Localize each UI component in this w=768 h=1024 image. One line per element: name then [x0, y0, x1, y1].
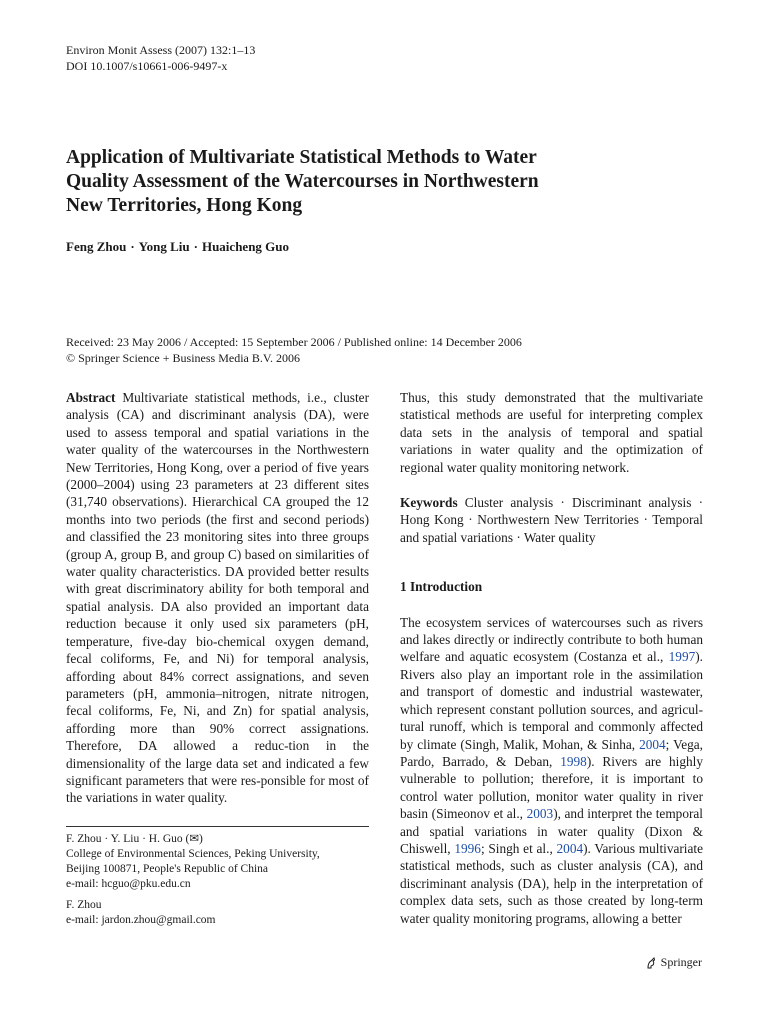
abstract [66, 389, 369, 807]
author-affiliations [66, 832, 369, 928]
intro-text: ). Rivers also play an important role in the assimilation and transport of domestic and industrial wastewater, which represent constant pollution sources, and agricul-tural runoff, which is temporal and commonly affected by climate (Singh, Malik, Mohan, & Sinha, [400, 649, 703, 752]
affiliation-author: F. Zhou [66, 899, 102, 911]
doi: DOI 10.1007/s10661-006-9497-x [66, 59, 228, 73]
author-name: Huaicheng Guo [201, 239, 290, 254]
publication-dates [66, 334, 522, 366]
abstract-label: Abstract [66, 390, 116, 405]
abstract-continuation: Thus, this study demonstrated that the multivariate statistical methods are useful for interpreting complex data sets in the analysis of temporal and spatial variations in water quality and the optimization of regional water quality monitoring network. [400, 390, 703, 475]
journal-header [66, 42, 255, 74]
affiliation-authors: F. Zhou · Y. Liu · H. Guo (✉) [66, 833, 203, 845]
intro-text: ). Rivers are highly vulnerable to pollution; therefore, it is important to control water pollution, monitor water quality in river basin (Simeonov et al., [400, 753, 704, 822]
email-link[interactable]: e-mail: hcguo@pku.edu.cn [66, 878, 191, 890]
abstract-text: Multivariate statistical methods, i.e., cluster analysis (CA) and discriminant analysis (DA), were used to assess temporal and spatial variations in the water quality of the watercourses in the Northwestern New Territories, Hong Kong, over a period of five years (2000–2004) using 23 parameters at 23 different sites (31,740 observations). Hierarchical CA grouped the 12 months into two periods (the first and second periods) and classified the 23 monitoring sites into three groups (group A, group B, and group C) based on similarities of water quality characteristics. DA provided better results with great discriminatory ability for both temporal and spatial analysis. DA also provided an important data reduction because it only used six parameters (pH, temperature, five-day bio-chemical oxygen demand, fecal coliforms, Fe, and Ni) for temporal analysis, affording about 84% correct assignations, and seven parameters (pH, ammonia–nitrogen, nitrate nitrogen, fecal coliforms, Fe, Ni, and Zn) for spatial analysis, affording more than 90% correct assignations. Therefore, DA allowed a reduc-tion in the dimensionality of the large data set and indicated a few significant parameters that were res-ponsible for most of the variations in water quality. [66, 390, 370, 806]
springer-horse-icon [645, 957, 657, 969]
email-link[interactable]: e-mail: jardon.zhou@gmail.com [66, 914, 216, 926]
copyright: © Springer Science + Business Media B.V. 2006 [66, 351, 300, 365]
introduction-paragraph [400, 614, 703, 927]
title-line: Application of Multivariate Statistical Methods to Water [66, 147, 537, 168]
affiliation-block [66, 832, 369, 892]
affiliation-college: College of Environmental Sciences, Peking University, [66, 848, 320, 860]
affiliation-city: Beijing 100871, People's Republic of China [66, 863, 269, 875]
citation-link[interactable]: 1996 [454, 840, 481, 856]
intro-text: ), and interpret the temporal and spatial variations in water quality (Dixon & Chiswell, [400, 806, 704, 856]
keywords [400, 494, 703, 546]
intro-text: ; Vega, Pardo, Barrado, & Deban, [400, 736, 703, 769]
intro-text: The ecosystem services of watercourses such as rivers and lakes directly or indirectly contribute to both human welfare and aquatic ecosystem (Costanza et al., [400, 614, 703, 665]
keywords-label: Keywords [400, 495, 458, 511]
title-line: Quality Assessment of the Watercourses in Northwestern [66, 171, 539, 192]
intro-text: ). Various multivariate statistical methods, such as cluster analysis (CA), and discriminant analysis (DA), help in the interpretation of complex data sets, such as those created by long-term water quality monitoring programs, allowing a better [400, 840, 704, 926]
citation-link[interactable]: 1997 [668, 649, 696, 665]
citation-link[interactable]: 2004 [556, 840, 584, 856]
received-dates: Received: 23 May 2006 / Accepted: 15 September 2006 / Published online: 14 December 2006 [66, 335, 522, 349]
author-list [66, 239, 289, 255]
left-column [66, 389, 369, 807]
affiliation-block [66, 898, 369, 928]
author-separator: · [193, 239, 198, 254]
publisher-logo [645, 955, 702, 970]
author-name: Yong Liu [138, 239, 190, 254]
journal-citation: Environ Monit Assess (2007) 132:1–13 [66, 43, 256, 57]
title-line: New Territories, Hong Kong [66, 195, 303, 216]
right-column [400, 389, 703, 927]
intro-text: ; Singh et al., [480, 840, 557, 856]
keywords-text: Cluster analysis · Discriminant analysis · Hong Kong · Northwestern New Territories · Temporal and spatial variations · Water quality [400, 495, 703, 545]
footnote-divider [66, 826, 369, 827]
author-name: Feng Zhou [66, 239, 127, 254]
citation-link[interactable]: 2004 [639, 736, 666, 752]
citation-link[interactable]: 2003 [526, 806, 554, 822]
paper-title [66, 146, 666, 218]
publisher-name: Springer [660, 955, 702, 969]
section-heading: 1 Introduction [400, 579, 483, 595]
citation-link[interactable]: 1998 [560, 753, 587, 769]
author-separator: · [130, 239, 135, 254]
